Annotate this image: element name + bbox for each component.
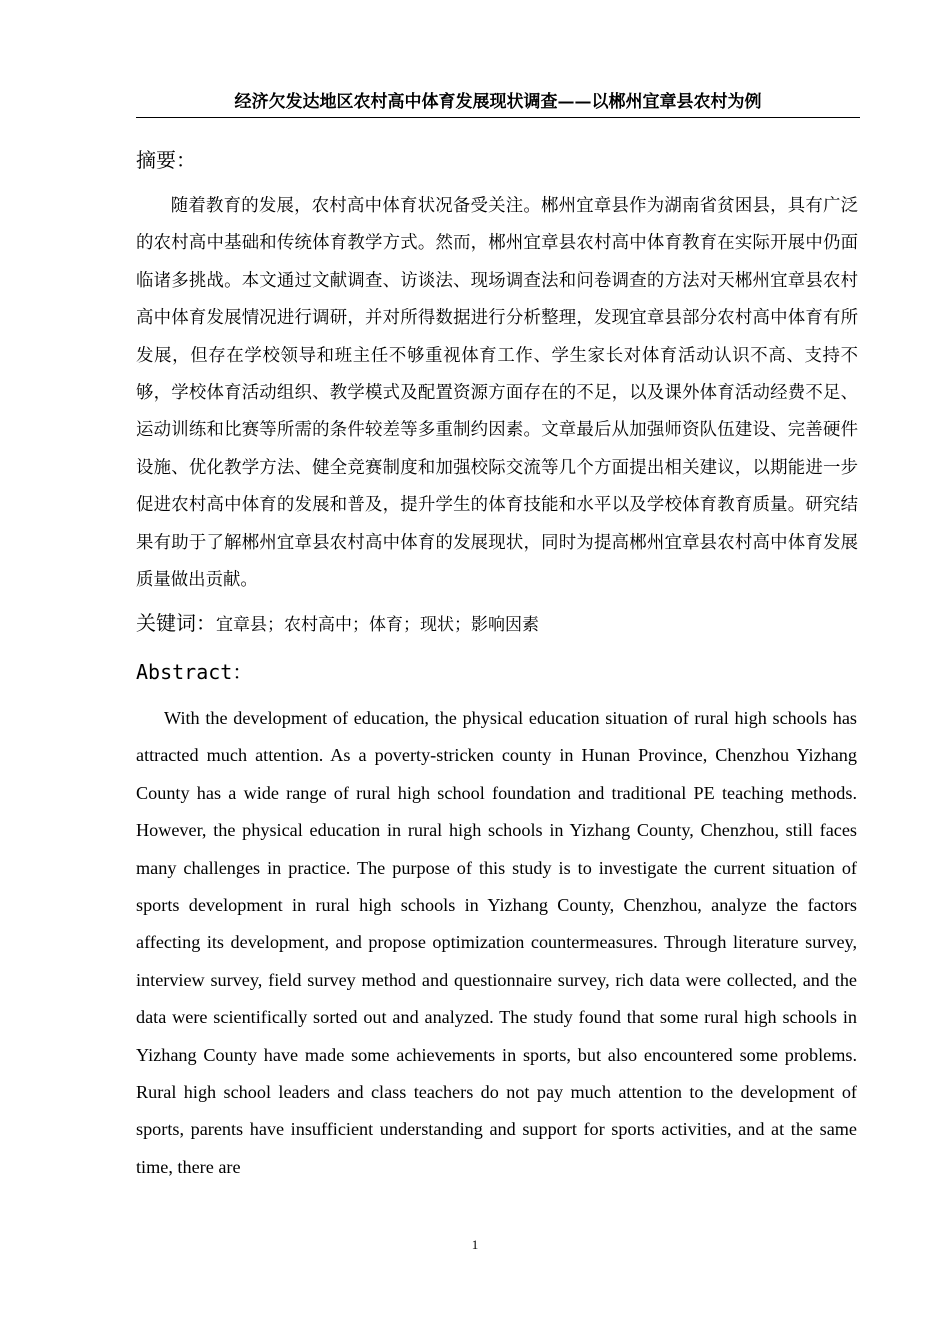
keywords-line bbox=[136, 608, 539, 640]
keywords-text: 宜章县；农村高中；体育；现状；影响因素 bbox=[216, 615, 539, 635]
page-number: 1 bbox=[471, 1237, 479, 1252]
english-abstract-body: With the development of education, the physical education situation of rural high schools has attracted much attention. As a poverty-stricken county in Hunan Province, Chenzhou Yizhang County has a wide range of rural high school foundation and traditional PE teaching methods. However, the physical education in rural high schools in Yizhang County, Chenzhou, still faces many challenges in practice. The purpose of this study is to investigate the current situation of sports development in rural high schools in Yizhang County, Chenzhou, analyze the factors affecting its development, and propose optimization countermeasures. Through literature survey, interview survey, field survey method and questionnaire survey, rich data were collected, and the data were scientifically sorted out and analyzed. The study found that some rural high schools in Yizhang County have made some achievements in sports, but also encountered some problems. Rural high school leaders and class teachers do not pay much attention to the development of sports, parents have insufficient understanding and support for sports activities, and at the same time, there are bbox=[136, 708, 857, 1177]
english-abstract-heading: Abstract： bbox=[136, 660, 253, 684]
chinese-abstract-body: 随着教育的发展，农村高中体育状况备受关注。郴州宜章县作为湖南省贫困县，具有广泛的农村高中基础和传统体育教学方式。然而，郴州宜章县农村高中体育教育在实际开展中仍面临诸多挑战。本文通过文献调查、访谈法、现场调查法和问卷调查的方法对天郴州宜章县农村高中体育发展情况进行调研，并对所得数据进行分析整理，发现宜章县部分农村高中体育有所发展，但存在学校领导和班主任不够重视体育工作、学生家长对体育活动认识不高、支持不够，学校体育活动组织、教学模式及配置资源方面存在的不足，以及课外体育活动经费不足、运动训练和比赛等所需的条件较差等多重制约因素。文章最后从加强师资队伍建设、完善硬件设施、优化教学方法、健全竞赛制度和加强校际交流等几个方面提出相关建议，以期能进一步促进农村高中体育的发展和普及，提升学生的体育技能和水平以及学校体育教育质量。研究结果有助于了解郴州宜章县农村高中体育的发展现状，同时为提高郴州宜章县农村高中体育发展质量做出贡献。 bbox=[136, 196, 858, 591]
chinese-abstract-heading: 摘要： bbox=[136, 148, 196, 172]
keywords-label: 关键词： bbox=[136, 611, 216, 635]
running-header-title: 经济欠发达地区农村高中体育发展现状调查——以郴州宜章县农村为例 bbox=[136, 90, 860, 118]
